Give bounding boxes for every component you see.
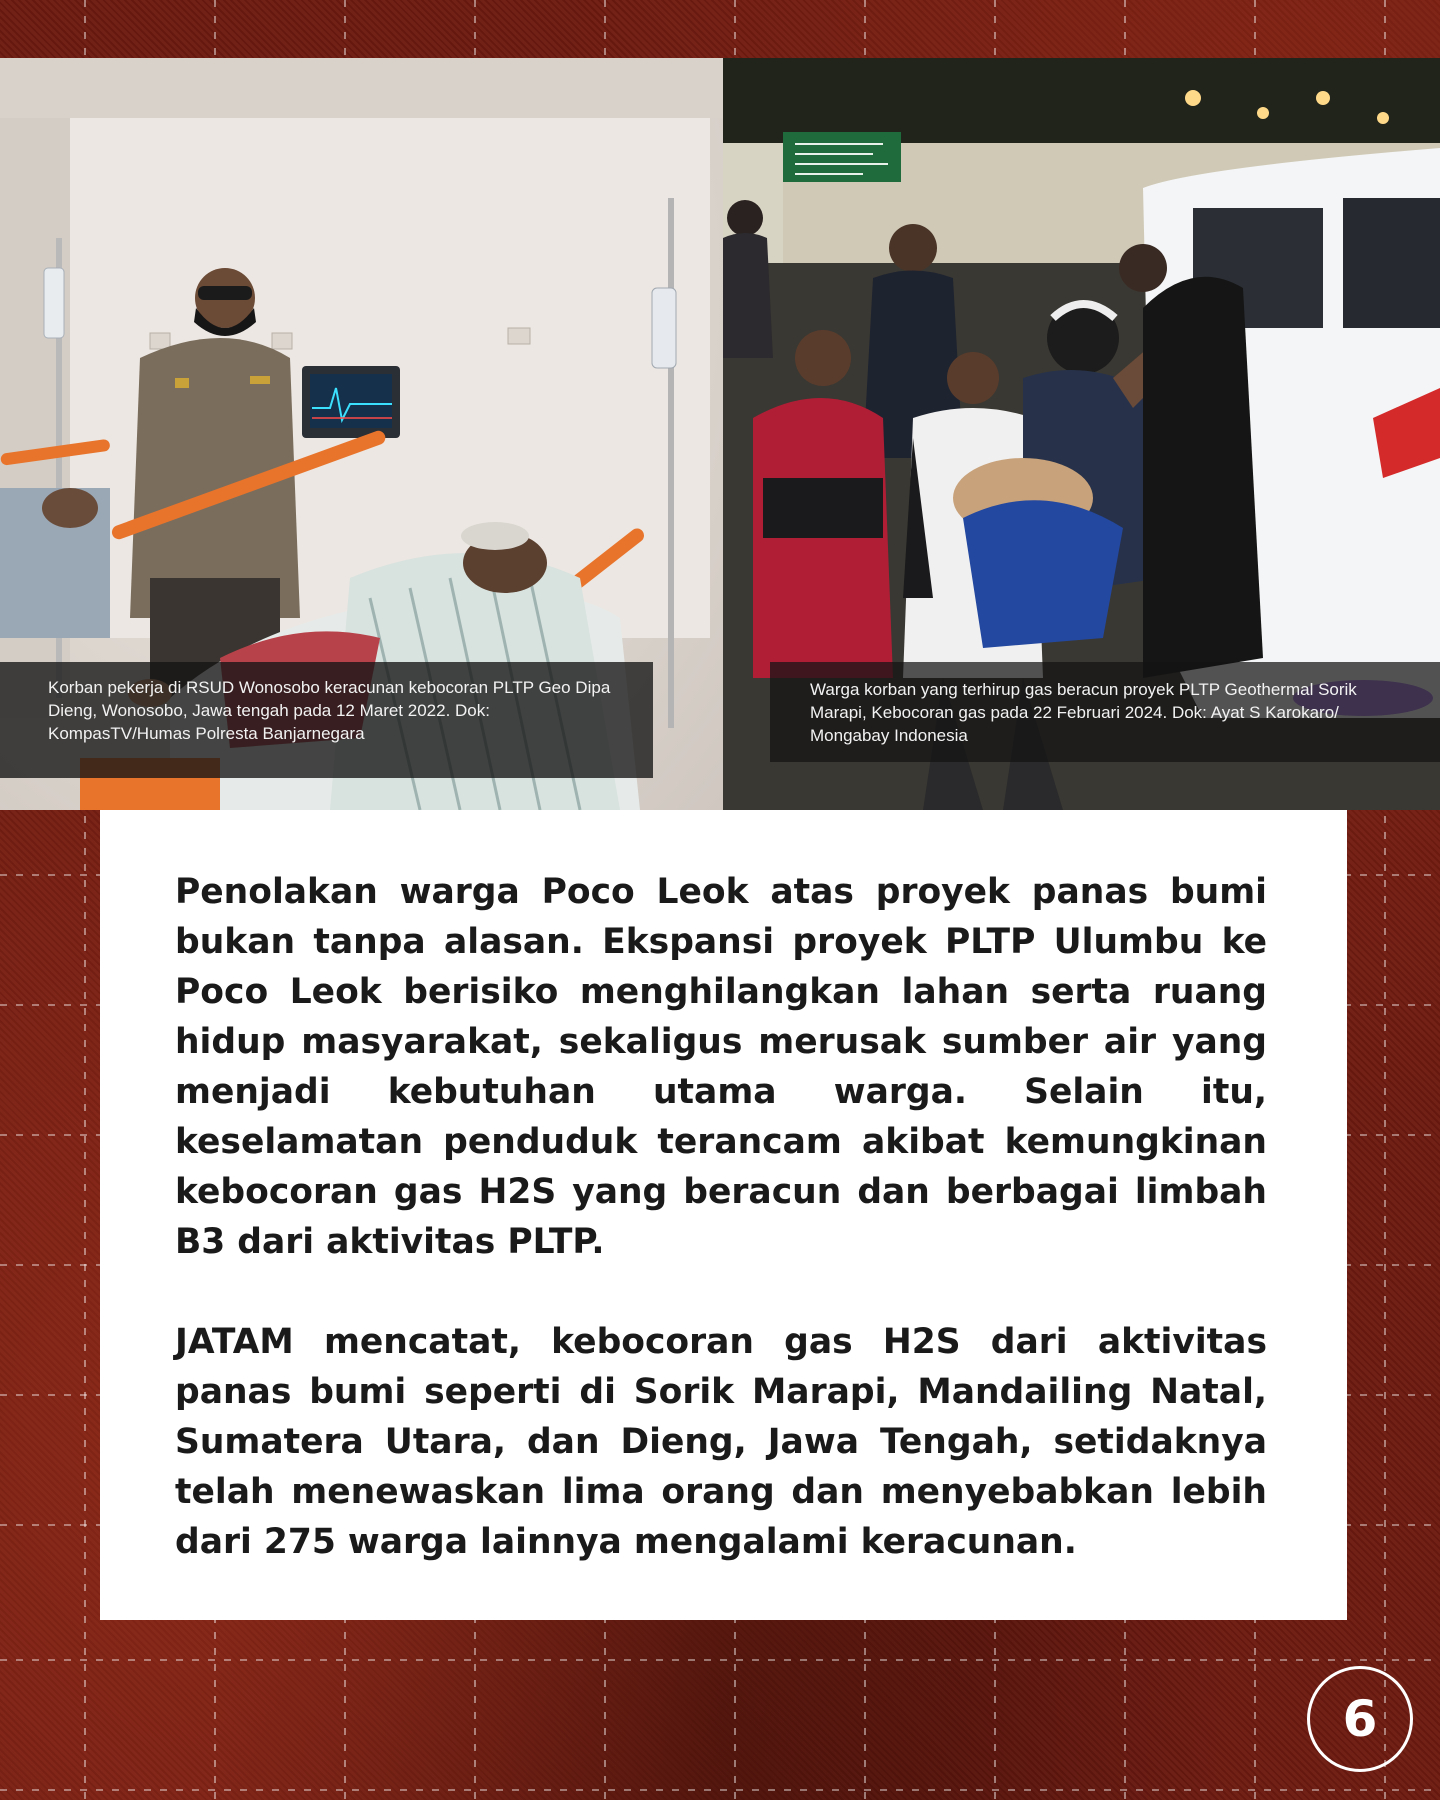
article-text-card xyxy=(100,810,1347,1620)
left-photo-caption: Korban pekerja di RSUD Wonosobo keracunan kebocoran PLTP Geo Dipa Dieng, Wonosobo, Jawa tengah pada 12 Maret 2022. Dok: KompasTV/Humas Polresta Banjarnegara xyxy=(0,662,653,778)
article-paragraph-1: Penolakan warga Poco Leok atas proyek panas bumi bukan tanpa alasan. Ekspansi proyek PLTP Ulumbu ke Poco Leok berisiko menghilangkan lahan serta ruang hidup masyarakat, sekaligus merusak sumber air yang menjadi kebutuhan utama warga. Selain itu, keselamatan penduduk terancam akibat kemungkinan kebocoran gas H2S yang beracun dan berbagai limbah B3 dari aktivitas PLTP. xyxy=(175,872,1267,1262)
page-number: 6 xyxy=(1342,1690,1378,1748)
article-paragraph-2: JATAM mencatat, kebocoran gas H2S dari aktivitas panas bumi seperti di Sorik Marapi, Mandailing Natal, Sumatera Utara, dan Dieng, Jawa Tengah, setidaknya telah menewaskan lima orang dan menyebabkan lebih dari 275 warga lainnya mengalami keracunan. xyxy=(175,1322,1267,1562)
right-photo-caption: Warga korban yang terhirup gas beracun proyek PLTP Geothermal Sorik Marapi, Kebocoran gas pada 22 Februari 2024. Dok: Ayat S Karokaro/ Mongabay Indonesia xyxy=(770,662,1440,762)
page-number-badge xyxy=(1307,1666,1413,1772)
